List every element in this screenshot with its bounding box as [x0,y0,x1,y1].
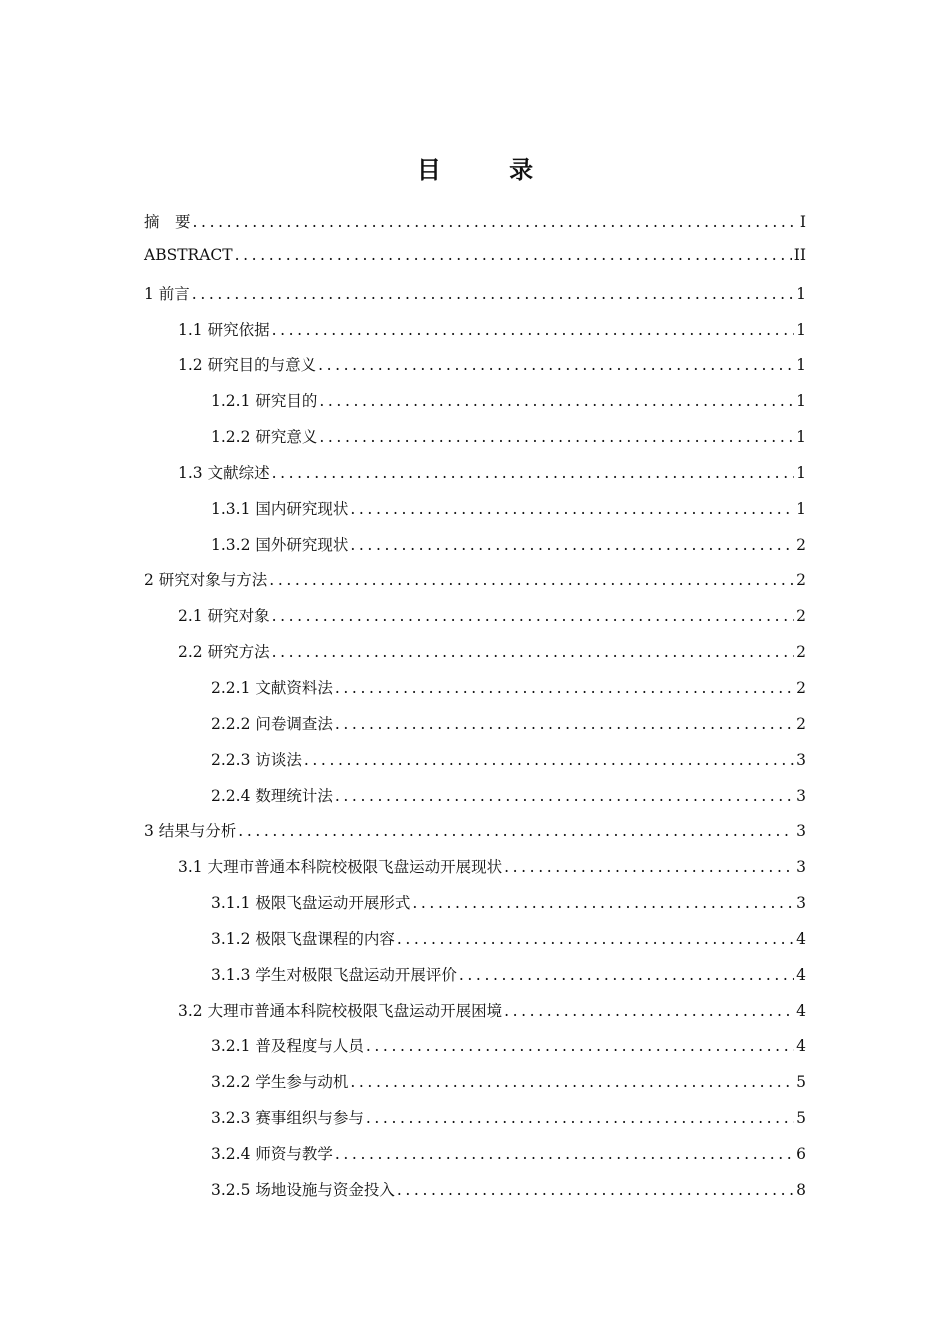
toc-entry[interactable] [144,855,806,891]
dot-leader [319,428,794,446]
toc-entry[interactable] [144,461,806,497]
toc-entry-title: 1.3 文献综述 [178,463,270,482]
toc-entry[interactable] [144,246,806,282]
dot-leader [319,392,794,410]
toc-entry-page: 4 [796,929,806,948]
dot-leader [350,1073,794,1091]
dot-leader [335,787,794,805]
dot-leader [366,1037,794,1055]
toc-entry[interactable] [144,533,806,569]
toc-entry-title: 2.1 研究对象 [178,607,270,626]
toc-entry-title: 2.2.2 问卷调查法 [211,714,333,733]
toc-entry-page: 1 [796,392,806,411]
toc-entry-title: 3.2.5 场地设施与资金投入 [211,1180,395,1199]
toc-entry-title: 2 研究对象与方法 [144,571,268,590]
dot-leader [192,285,794,303]
toc-entry[interactable] [144,389,806,425]
toc-entry-title: 1.1 研究依据 [178,320,270,339]
toc-entry[interactable] [144,318,806,354]
toc-entry-title: 3.2.2 学生参与动机 [211,1073,349,1092]
toc-entry-title: 1.3.2 国外研究现状 [211,535,349,554]
dot-leader [335,1145,794,1163]
toc-entry[interactable] [144,568,806,604]
toc-entry-page: 1 [796,463,806,482]
toc-entry-title: 3.1.3 学生对极限飞盘运动开展评价 [211,965,457,984]
toc-entry-page: 6 [796,1144,806,1163]
toc-entry-title: 2.2.1 文献资料法 [211,678,333,697]
toc-entry-page: 2 [796,643,806,662]
toc-entry-title: 3.2.3 赛事组织与参与 [211,1109,364,1128]
toc-entry-page: 2 [796,678,806,697]
toc-entry-title: 3.2 大理市普通本科院校极限飞盘运动开展困境 [178,1001,503,1020]
toc-entry-title: 3.2.1 普及程度与人员 [211,1037,364,1056]
dot-leader [235,246,792,264]
toc-entry-title: 摘 要 [144,213,191,231]
toc-entry[interactable] [144,891,806,927]
toc-entry[interactable] [144,676,806,712]
toc-entry[interactable] [144,963,806,999]
dot-leader [269,571,794,589]
toc-entry-page: 3 [796,858,806,877]
toc-entry[interactable] [144,210,806,246]
page-title: 目 录 [416,156,564,184]
toc-entry[interactable] [144,927,806,963]
dot-leader [318,356,794,374]
toc-entry-title: 2.2.4 数理统计法 [211,786,333,805]
toc-entry-title: 1 前言 [144,284,190,303]
toc-entry-page: 8 [796,1180,806,1199]
toc-entry-title: 1.3.1 国内研究现状 [211,499,349,518]
toc-entry-title: 2.2.3 访谈法 [211,750,302,769]
toc-entry-title: 2.2 研究方法 [178,643,270,662]
toc-entry[interactable] [144,1142,806,1178]
toc-entry-title: 1.2.2 研究意义 [211,428,318,447]
toc-entry[interactable] [144,784,806,820]
toc-entry[interactable] [144,1034,806,1070]
dot-leader [335,679,794,697]
dot-leader [193,213,798,231]
toc-entry[interactable] [144,819,806,855]
toc-entry[interactable] [144,640,806,676]
dot-leader [272,643,795,661]
dot-leader [397,930,794,948]
toc-entry[interactable] [144,1178,806,1214]
toc-entry[interactable] [144,712,806,748]
toc-entry-page: II [793,245,806,264]
dot-leader [504,858,794,876]
toc-entry[interactable] [144,282,806,318]
toc-entry[interactable] [144,604,806,640]
toc-entry-page: 2 [796,714,806,733]
toc-entry[interactable] [144,1070,806,1106]
toc-entry[interactable] [144,425,806,461]
toc-entry[interactable] [144,353,806,389]
toc-entry-page: 4 [796,1037,806,1056]
dot-leader [366,1109,794,1127]
dot-leader [504,1002,794,1020]
dot-leader [397,1181,794,1199]
toc-entry-page: 3 [796,750,806,769]
toc-entry[interactable] [144,748,806,784]
toc-entry-page: 4 [796,1001,806,1020]
toc-entry-title: 3 结果与分析 [144,822,237,841]
toc-entry-page: 1 [796,499,806,518]
toc-entry-title: 1.2.1 研究目的 [211,392,318,411]
toc-entry-page: 2 [796,571,806,590]
toc-entry-title: 3.2.4 师资与教学 [211,1144,333,1163]
toc-entry[interactable] [144,999,806,1035]
dot-leader [304,751,794,769]
toc-entry-page: 1 [796,428,806,447]
toc-entry-page: 3 [796,894,806,913]
toc-entry-page: 4 [796,965,806,984]
toc-entry-page: I [799,213,806,231]
toc-entry-page: 1 [796,356,806,375]
toc-entry[interactable] [144,497,806,533]
toc-entry-page: 3 [796,786,806,805]
toc-entry-page: 1 [796,284,806,303]
dot-leader [412,894,794,912]
dot-leader [459,966,794,984]
dot-leader [350,500,794,518]
toc-entry[interactable] [144,1106,806,1142]
dot-leader [272,321,795,339]
toc-entry-page: 2 [796,607,806,626]
dot-leader [272,607,795,625]
dot-leader [335,715,794,733]
toc-entry-title: 3.1 大理市普通本科院校极限飞盘运动开展现状 [178,858,503,877]
toc-entry-title: 3.1.1 极限飞盘运动开展形式 [211,894,411,913]
toc-entry-page: 5 [796,1073,806,1092]
toc-entry-title: 1.2 研究目的与意义 [178,356,317,375]
toc-entry-page: 3 [796,822,806,841]
table-of-contents [144,210,806,1214]
dot-leader [238,822,794,840]
dot-leader [350,536,794,554]
toc-entry-page: 5 [796,1109,806,1128]
dot-leader [272,464,795,482]
toc-entry-page: 2 [796,535,806,554]
toc-entry-title: 3.1.2 极限飞盘课程的内容 [211,929,395,948]
toc-entry-title: ABSTRACT [144,245,233,264]
toc-entry-page: 1 [796,320,806,339]
